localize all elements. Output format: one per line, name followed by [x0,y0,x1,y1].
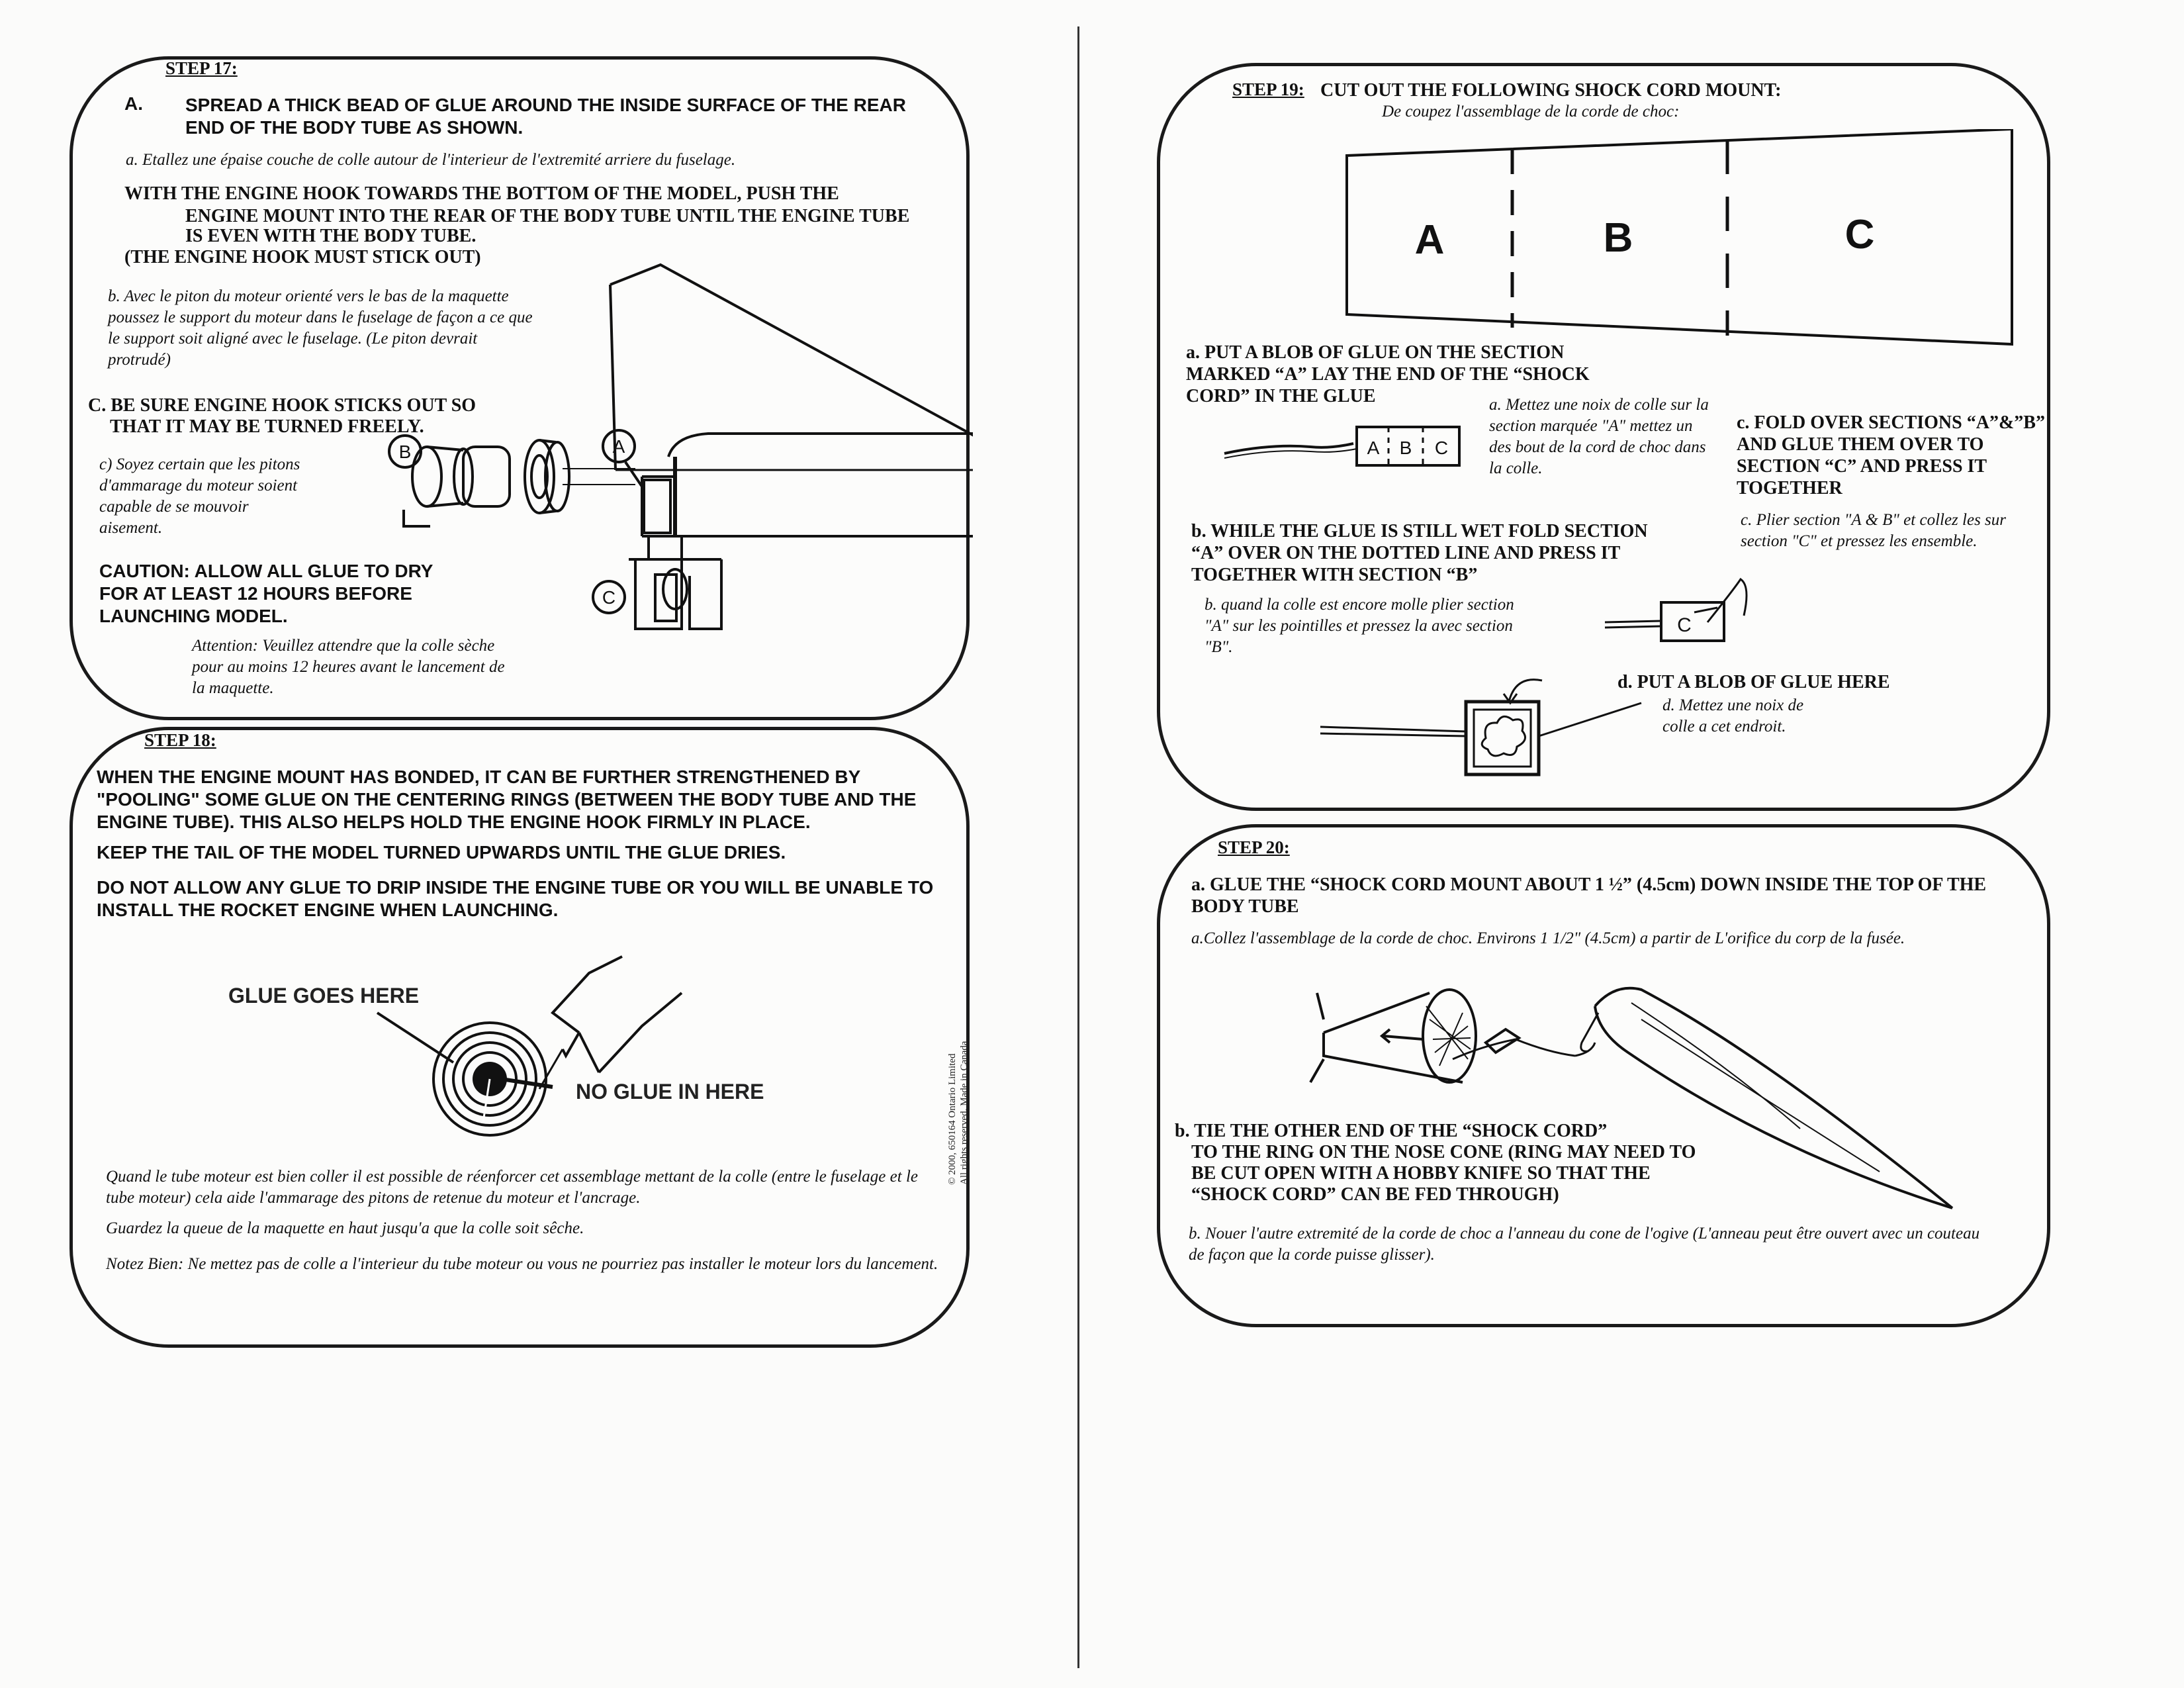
step18-fr3: Notez Bien: Ne mettez pas de colle a l'interieur du tube moteur ou vous ne pourriez pas installer le moteur lors du lancement. [106,1255,938,1273]
step18-p3: DO NOT ALLOW ANY GLUE TO DRIP INSIDE THE ENGINE TUBE OR YOU WILL BE UNABLE TO INSTALL THE ROCKET ENGINE WHEN LAUNCHING. [97,877,934,920]
step17-c-line2: THAT IT MAY BE TURNED FREELY. [110,416,424,437]
step18-label: STEP 18: [144,730,216,750]
step20-b-line2: TO THE RING ON THE NOSE CONE (RING MAY NEED TO [1191,1142,1696,1162]
step17-a-fr: a. Etallez une épaise couche de colle autour de l'interieur de l'extremité arriere du fuselage. [126,151,736,169]
step19-diagram-d [1317,662,1688,788]
step17-c-fr: c) Soyez certain que les pitons d'ammarage du moteur soient capable de se mouvoir aisement. [99,455,300,537]
copyright-line2: All rights reserved. Made in Canada [959,1041,970,1185]
page-fold-divider [1077,26,1079,1668]
step17-engine-mount-diagram [364,258,973,655]
step19-a-text: a. PUT A BLOB OF GLUE ON THE SECTION MARKED “A” LAY THE END OF THE “SHOCK CORD” IN THE GLUE [1186,342,1590,406]
glue-goes-here-label: GLUE GOES HERE [228,984,420,1008]
step17-a-marker: A. [124,93,143,114]
step20-b-fr: b. Nouer l'autre extremité de la corde de choc a l'anneau du cone de l'ogive (L'anneau peut être ouvert avec un couteau de façon que la corde puisse glisser). [1189,1225,1980,1264]
step19-c-fr: c. Plier section "A & B" et collez les sur section "C" et pressez les ensemble. [1741,511,2007,550]
step17-c-line1: C. BE SURE ENGINE HOOK STICKS OUT SO [88,395,477,416]
template-section-b: B [1603,215,1633,261]
step19-b-text: b. WHILE THE GLUE IS STILL WET FOLD SECTION “A” OVER ON THE DOTTED LINE AND PRESS IT TOGETHER WITH SECTION “B” [1191,521,1648,585]
svg-text:B: B [1399,438,1412,458]
step17-b-line2: ENGINE MOUNT INTO THE REAR OF THE BODY TUBE UNTIL THE ENGINE TUBE [185,206,910,226]
svg-text:C: C [1434,438,1449,458]
step18-glue-diagram [218,927,788,1145]
step19-title-fr: De coupez l'assemblage de la corde de choc: [1382,103,1680,120]
step20-label: STEP 20: [1218,837,1290,857]
step20-b-line1: b. TIE THE OTHER END OF THE “SHOCK CORD” [1175,1121,1608,1141]
step17-b-line1: WITH THE ENGINE HOOK TOWARDS THE BOTTOM OF THE MODEL, PUSH THE [124,183,839,204]
step19-c-text: c. FOLD OVER SECTIONS “A”&”B” AND GLUE THEM OVER TO SECTION “C” AND PRESS IT TOGETHER [1737,412,2045,498]
diagram-label-b: B [398,442,412,462]
shock-cord-mount-template [1343,129,2019,348]
no-glue-in-here-label: NO GLUE IN HERE [576,1080,764,1103]
template-section-a: A [1414,217,1445,263]
svg-text:A: A [1367,438,1380,458]
svg-text:C: C [1677,614,1692,636]
step19-diagram-a [1218,417,1469,477]
step18-p2: KEEP THE TAIL OF THE MODEL TURNED UPWARDS UNTIL THE GLUE DRIES. [97,842,786,863]
copyright-line1: © 2000, 650164 Ontario Limited [947,1053,958,1185]
diagram-label-c: C [602,587,616,608]
step17-a-text: SPREAD A THICK BEAD OF GLUE AROUND THE INSIDE SURFACE OF THE REAR END OF THE BODY TUBE AS SHOWN. [185,95,906,138]
step19-b-fr: b. quand la colle est encore molle plier section "A" sur les pointilles et pressez la avec section "B". [1205,596,1514,656]
step19-d-fr: d. Mettez une noix de colle a cet endroit. [1662,696,1804,735]
step17-caution-fr: Attention: Veuillez attendre que la colle sèche pour au moins 12 heures avant le lancement de la maquette. [192,637,505,697]
step19-label: STEP 19: [1232,79,1304,99]
step18-fr1: Quand le tube moteur est bien coller il est possible de réenforcer cet assemblage mettant de la colle (entre le fuselage et le tube moteur) cela aide l'ammarage des pitons de retenue du moteur et l'ancrage. [106,1168,918,1207]
step19-title: CUT OUT THE FOLLOWING SHOCK CORD MOUNT: [1320,80,1782,101]
step17-caution: CAUTION: ALLOW ALL GLUE TO DRY FOR AT LEAST 12 HOURS BEFORE LAUNCHING MODEL. [99,561,433,626]
diagram-label-a: A [612,436,625,457]
step17-b-line3: IS EVEN WITH THE BODY TUBE. [185,226,477,246]
step19-a-fr: a. Mettez une noix de colle sur la section marquée "A" mettez un des bout de la cord de choc dans la colle. [1489,396,1709,477]
template-section-c: C [1844,212,1875,258]
step20-a-fr: a.Collez l'assemblage de la corde de choc. Environs 1 1/2" (4.5cm) a partir de L'orifice du corp de la fusée. [1191,929,1905,947]
step19-d-text: d. PUT A BLOB OF GLUE HERE [1617,672,1890,692]
step20-a-text: a. GLUE THE “SHOCK CORD MOUNT ABOUT 1 ½” (4.5cm) DOWN INSIDE THE TOP OF THE BODY TUBE [1191,874,1987,917]
step20-b-line4: “SHOCK CORD” CAN BE FED THROUGH) [1191,1184,1559,1205]
step20-b-line3: BE CUT OPEN WITH A HOBBY KNIFE SO THAT THE [1191,1163,1651,1184]
step19-diagram-b [1602,576,1754,649]
step17-label: STEP 17: [165,58,238,78]
step18-fr2: Guardez la queue de la maquette en haut jusqu'a que la colle soit sêche. [106,1219,584,1237]
step17-b-fr: b. Avec le piton du moteur orienté vers le bas de la maquette poussez le support du moteur dans le fuselage de façon a ce que le support soit aligné avec le fuselage. (Le piton devrait protrudé) [108,287,533,369]
step18-p1: WHEN THE ENGINE MOUNT HAS BONDED, IT CAN BE FURTHER STRENGTHENED BY "POOLING" SOME GLUE ON THE CENTERING RINGS (BETWEEN THE BODY TUBE AND THE ENGINE TUBE). THIS ALSO HELPS HOLD THE ENGINE HOOK FIRMLY IN PLACE. [97,767,917,832]
copyright-notice [946,986,970,1185]
step17-b-line4: (THE ENGINE HOOK MUST STICK OUT) [124,247,481,267]
